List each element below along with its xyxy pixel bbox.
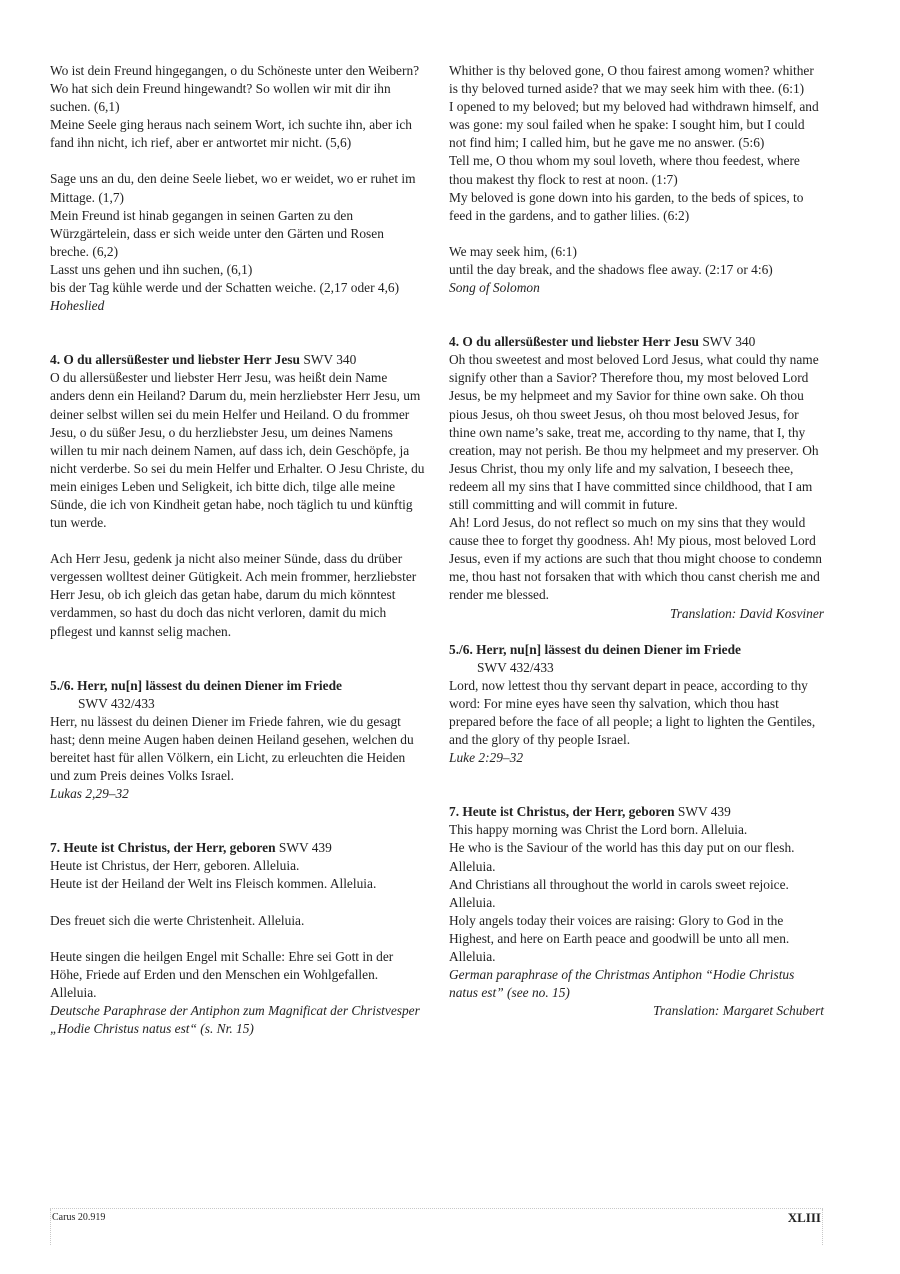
title-text: 7. Heute ist Christus, der Herr, geboren: [50, 840, 276, 856]
section-title: [449, 803, 824, 821]
text-line: Meine Seele ging heraus nach seinem Wort, ich suchte ihn, aber ich fand ihn nicht, ich rief, aber er antwortet mir nicht. (5,6): [50, 117, 412, 151]
section-title: [50, 677, 425, 695]
text-line: He who is the Saviour of the world has this day put on our flesh. Alleluia.: [449, 840, 795, 874]
title-text: 5./6. Herr, nu[n] lässest du deinen Diener im Friede: [449, 641, 741, 657]
text-line: Whither is thy beloved gone, O thou fairest among women? whither is thy beloved turned aside? that we may seek him with thee. (6:1): [449, 63, 814, 97]
text-line: Tell me, O thou whom my soul loveth, where thou feedest, where thou makest thy flock to rest at noon. (1:7): [449, 153, 800, 187]
text-line: Heute ist Christus, der Herr, geboren. Alleluia.: [50, 858, 300, 874]
text-line: Mein Freund ist hinab gegangen in seinen Garten zu den Würzgärtelein, dass er sich weide unter den Gärten und Rosen breche. (6,2): [50, 207, 384, 259]
title-text: 4. O du allersüßester und liebster Herr Jesu: [449, 334, 699, 350]
catalog-number: SWV 432/433: [477, 659, 554, 675]
section-5-english: [449, 641, 824, 768]
title-text: 5./6. Herr, nu[n] lässest du deinen Diener im Friede: [50, 677, 342, 693]
paragraph: Herr, nu lässest du deinen Diener im Friede fahren, wie du gesagt hast; denn meine Augen haben deinen Heiland gesehen, welchen du bereitet hast für allen Völkern, ein Licht, zu erleuchten die Heiden und zum Preis deines Volks Israel.: [50, 713, 414, 784]
paragraph: Ach Herr Jesu, gedenk ja nicht also meiner Sünde, dass du drüber vergessen wolltest deiner Gütigkeit. Ach mein frommer, herzliebster Herr Jesu, ob ich gleich das getan habe, darum du mich könntest verdammen, so hast du doch das nicht verloren, damit du mich pflegest und kannst selig machen.: [50, 551, 417, 639]
paragraph: Heute singen die heilgen Engel mit Schalle: Ehre sei Gott in der Höhe, Friede auf Erden und den Menschen ein Wohlgefallen. Alleluia.: [50, 948, 394, 1000]
source-citation: Deutsche Paraphrase der Antiphon zum Magnificat der Christvesper „Hodie Christus natus est“ (s. Nr. 15): [50, 1002, 420, 1037]
translation-credit: Translation: Margaret Schubert: [653, 1003, 824, 1019]
catalog-number: SWV 340: [702, 334, 756, 350]
text-line: bis der Tag kühle werde und der Schatten weiche. (2,17 oder 4,6): [50, 280, 400, 296]
section-title: [449, 641, 824, 659]
title-text: 7. Heute ist Christus, der Herr, geboren: [449, 804, 675, 820]
catalog-number: SWV 439: [677, 804, 731, 820]
section-title: [449, 333, 824, 351]
section-4-english: [449, 333, 824, 623]
text-line: This happy morning was Christ the Lord born. Alleluia.: [449, 822, 748, 838]
section-7-english: [449, 803, 824, 1020]
text-line: Heute ist der Heiland der Welt ins Fleisch kommen. Alleluia.: [50, 876, 377, 892]
text-line: My beloved is gone down into his garden, to the beds of spices, to feed in the gardens, and to gather lilies. (6:2): [449, 189, 804, 223]
paragraph: Oh thou sweetest and most beloved Lord Jesus, what could thy name signify other than a Savior? Therefore thou, my most beloved Lord Jesus, be my helpmeet and my Savior for thine own sake. Oh thou pious Jesus, oh thou sweet Jesus, oh thou most beloved Jesus, for thine own name’s sake, treat me, according to thy name, that I, thy creation, may not perish. Be thou my helpmeet and my preserver. Oh Jesus Christ, thou my only life and my salvation, I beseech thee, redeem all my sins that I have committed since childhood, that I am still committing and will commit in future.: [449, 352, 819, 512]
section-4-german: [50, 351, 425, 640]
text-line: I opened to my beloved; but my beloved had withdrawn himself, and was gone: my soul failed when he spake: I sought him, but I could not find him; I called him, but he gave me no answer. (5:6): [449, 99, 819, 151]
paragraph: Ah! Lord Jesus, do not reflect so much on my sins that they would cause thee to forget thy goodness. Ah! My pious, most beloved Lord Jesus, even if my actions are such that thou might choose to condemn me, thou hast not forsaken that with which thou canst cherish me and render me blessed.: [449, 515, 822, 603]
translation-credit: Translation: David Kosviner: [670, 605, 824, 621]
text-line: We may seek him, (6:1): [449, 243, 577, 259]
section-title: [50, 351, 425, 369]
section-7-german: [50, 839, 425, 1038]
text-line: And Christians all throughout the world in carols sweet rejoice. Alleluia.: [449, 876, 789, 910]
source-citation: Lukas 2,29–32: [50, 786, 129, 802]
section-title: [50, 839, 425, 857]
paragraph: Lord, now lettest thou thy servant depart in peace, according to thy word: For mine eyes have seen thy salvation, which thou hast prepared before the face of all people; a light to lighten the Gentiles, and the glory of thy people Israel.: [449, 677, 816, 748]
section-1-german: [50, 62, 425, 315]
german-column: [50, 62, 425, 1038]
section-1-english: [449, 62, 824, 297]
text-line: Holy angels today their voices are raising: Glory to God in the Highest, and here on Earth peace and goodwill be unto all men. Alleluia.: [449, 912, 790, 965]
page-number: XLIII: [787, 1210, 821, 1225]
source-citation: German paraphrase of the Christmas Antiphon “Hodie Christus natus est” (see no. 15): [449, 967, 795, 1001]
catalog-number: SWV 439: [278, 840, 332, 856]
source-citation: Luke 2:29–32: [449, 750, 524, 766]
paragraph: O du allersüßester und liebster Herr Jesu, was heißt dein Name anders denn ein Heiland? Darum du, mein herzliebster Herr Jesu, um deiner selbst willen sei du mein Helfer und Heiland. O du frommer Jesu, o du süßer Jesu, o du herzliebster Jesu, um deines Namens willen tu mir nach deinem Namen, auf dass ich, dein Geschöpfe, ja nicht verderbe. So sei du mein Helfer und Erhalter. O Jesu Christe, du mein einiges Leben und Seligkeit, ich bitte dich, tilge alle meine Sünde, die ich von Kindheit getan habe, noch täglich tu und künftig tun werde.: [50, 370, 425, 531]
title-text: 4. O du allersüßester und liebster Herr Jesu: [50, 352, 300, 368]
text-line: until the day break, and the shadows flee away. (2:17 or 4:6): [449, 261, 773, 277]
text-line: Lasst uns gehen und ihn suchen, (6,1): [50, 261, 253, 277]
source-citation: Hoheslied: [50, 298, 105, 314]
english-column: [449, 62, 824, 1020]
catalog-code: Carus 20.919: [52, 1212, 106, 1223]
source-citation: Song of Solomon: [449, 280, 540, 296]
section-5-german: [50, 677, 425, 804]
page-footer: [50, 1208, 823, 1245]
catalog-number: SWV 432/433: [78, 695, 155, 711]
paragraph: Des freuet sich die werte Christenheit. Alleluia.: [50, 912, 305, 928]
text-line: Sage uns an du, den deine Seele liebet, wo er weidet, wo er ruhet im Mittage. (1,7): [50, 171, 416, 205]
text-line: Wo ist dein Freund hingegangen, o du Schöneste unter den Weibern? Wo hat sich dein Freund hingewandt? So wollen wir mit dir ihn suchen. (6,1): [50, 63, 420, 115]
catalog-number: SWV 340: [303, 352, 357, 368]
